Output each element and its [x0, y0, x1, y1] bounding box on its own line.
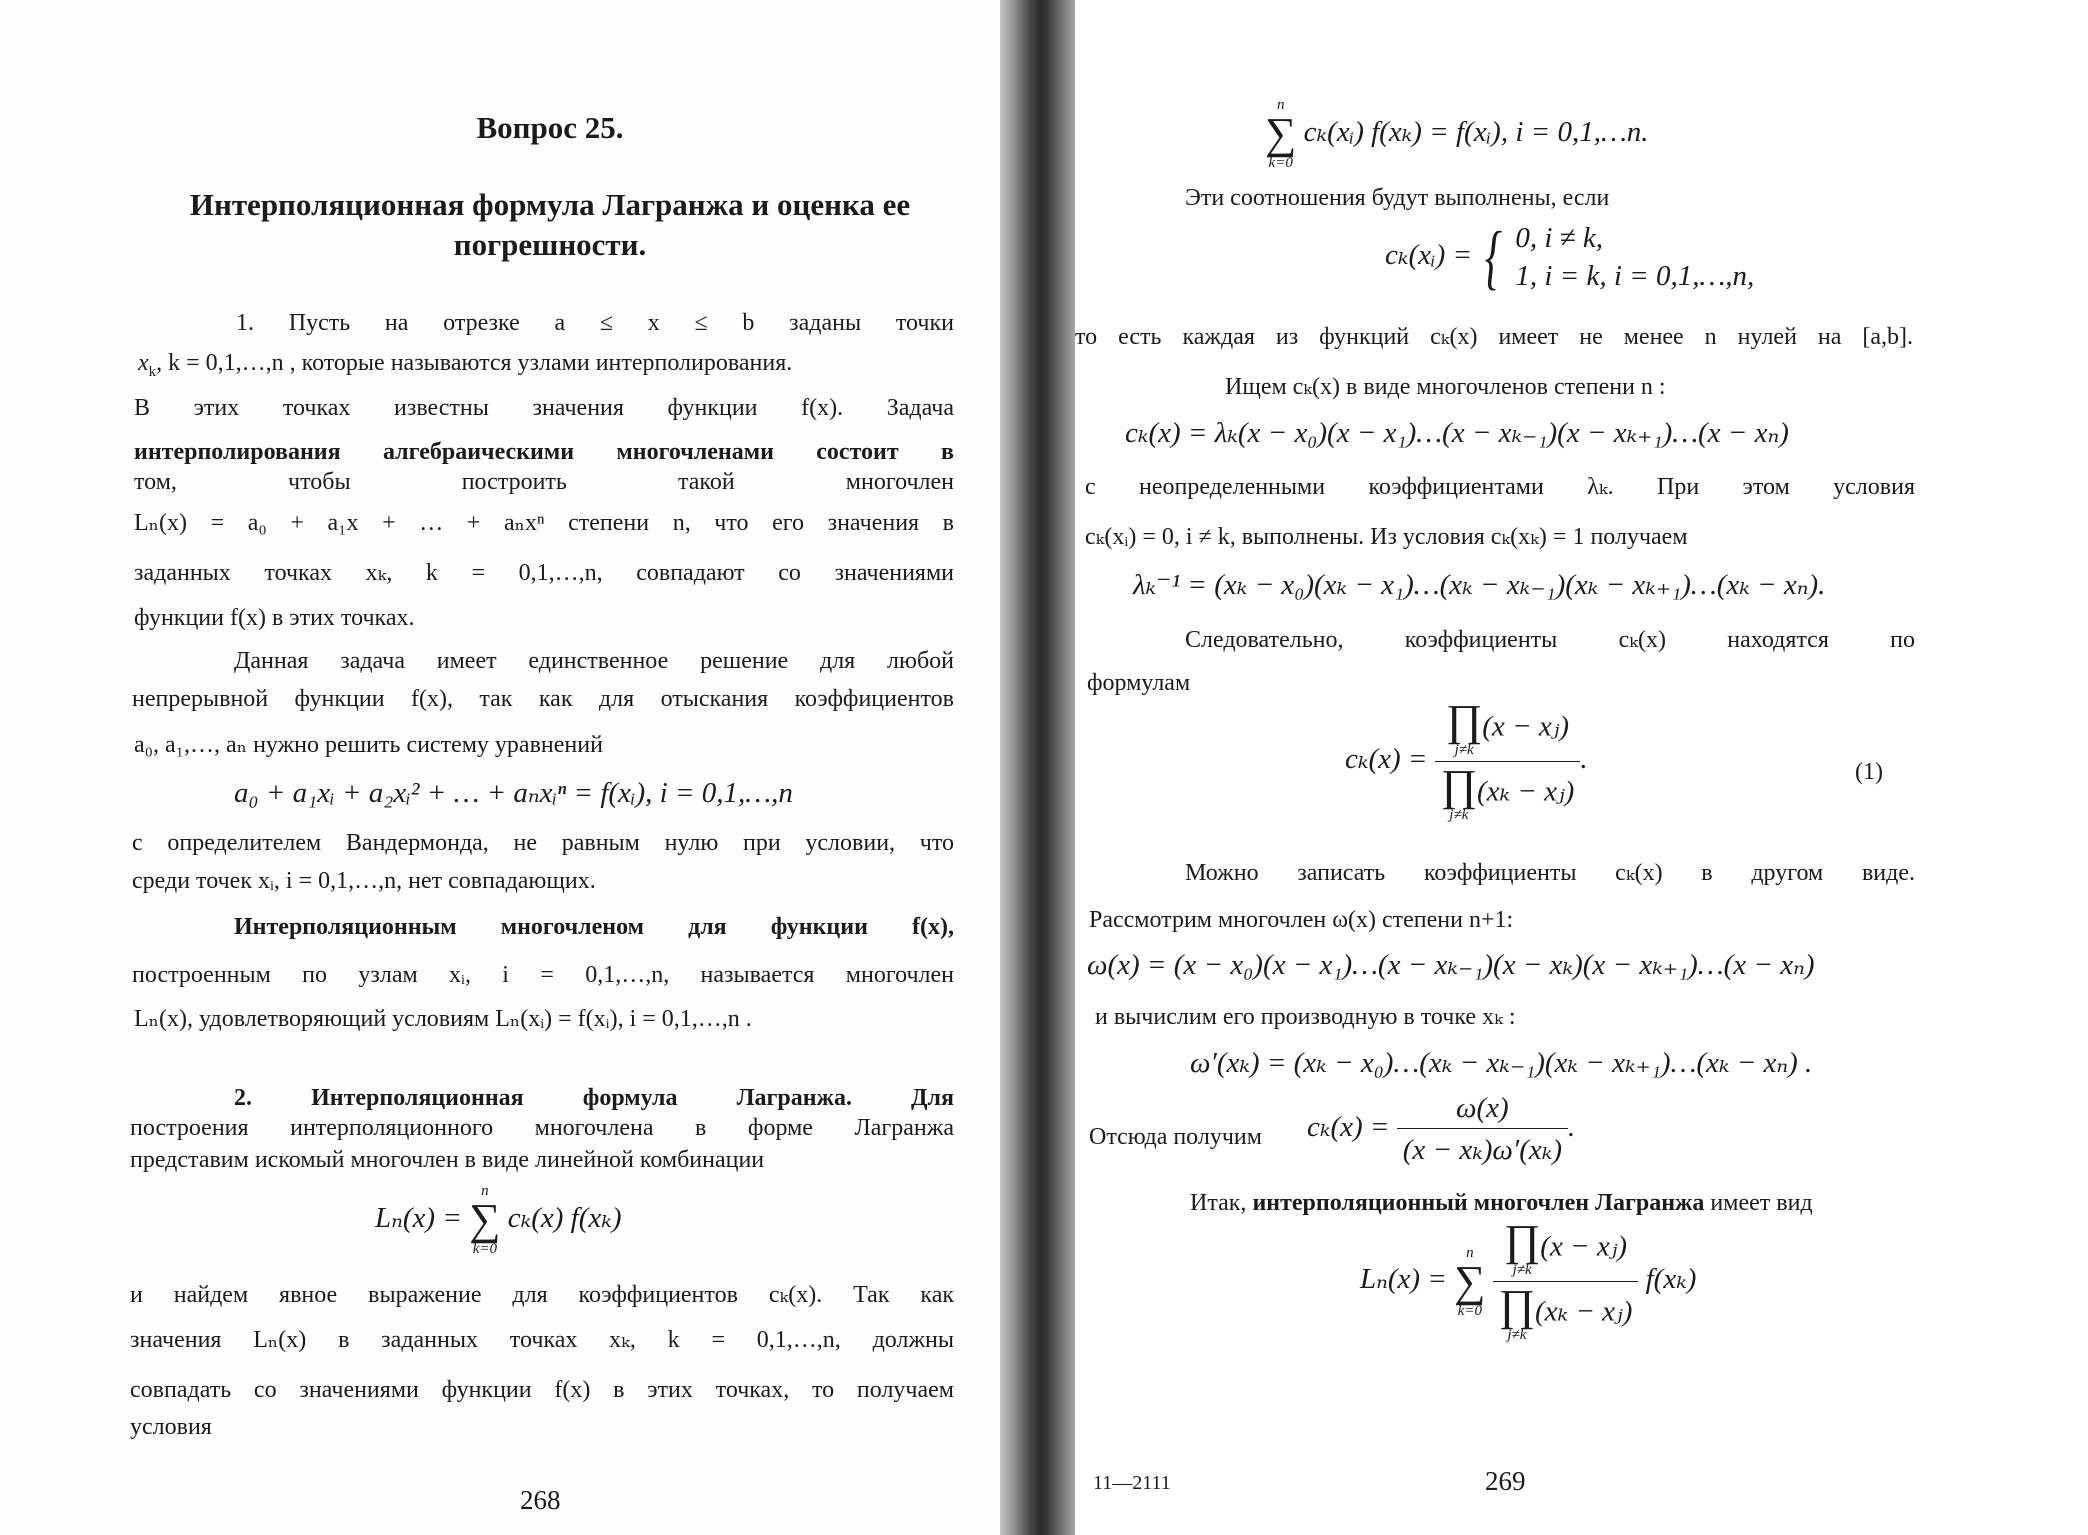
paragraph-1-line-3: В этих точках известны значения функции f(x). Задача	[134, 395, 954, 421]
right-line-6: Следовательно, коэффициенты cₖ(x) находятся по	[1185, 627, 1915, 653]
paragraph-5-line-1: и найдем явное выражение для коэффициентов cₖ(x). Так как	[130, 1282, 954, 1308]
right-line-8: Можно записать коэффициенты cₖ(x) в другом виде.	[1185, 860, 1915, 886]
page-number-left: 268	[520, 1485, 561, 1515]
paragraph-4-line-2: построения интерполяционного многочлена в форме Лагранжа	[130, 1115, 954, 1141]
right-line-7: формулам	[1087, 670, 1191, 696]
paragraph-2-line-2: непрерывной функции f(x), так как для отыскания коэффициентов	[132, 686, 954, 712]
equation-vandermonde-system: a₀ + a₁xᵢ + a₂xᵢ² + … + aₙxᵢⁿ = f(xᵢ), i = 0,1,…,n	[234, 777, 793, 809]
sum-symbol: n ∑ k=0	[469, 1183, 501, 1258]
equation-cases: cₖ(xᵢ) = { 0, i ≠ k, 1, i = k, i = 0,1,…,n,	[1385, 217, 1755, 298]
right-line-10: и вычислим его производную в точке xₖ :	[1095, 1004, 1516, 1030]
paragraph-2-line-3: a₀, a₁,…, aₙ нужно решить систему уравнений	[134, 732, 603, 758]
sum-symbol-top: n ∑ k=0	[1265, 97, 1297, 172]
equation-lagrange-combination: Lₙ(x) = n ∑ k=0 cₖ(x) f(xₖ)	[375, 1183, 622, 1258]
sum-symbol-lagrange: n ∑ k=0	[1454, 1244, 1486, 1319]
paragraph-3-line-2: построенным по узлам xᵢ, i = 0,1,…,n, называется многочлен	[132, 962, 954, 988]
equation-2-omega-fraction: cₖ(x) = $\frac{\omega(x)}{\text{(x − xₖ)ω′(xₖ)}}$ .	[1307, 1092, 1576, 1166]
equation-omega-derivative: ω′(xₖ) = (xₖ − x₀)…(xₖ − xₖ₋₁)(xₖ − xₖ₊₁)…(xₖ − xₙ) .	[1190, 1047, 1813, 1079]
paragraph-4-line-1: 2. Интерполяционная формула Лагранжа. Для	[234, 1085, 954, 1111]
equation-lagrange-polynomial: Lₙ(x) = n ∑ k=0 ∏ j≠k (x − xⱼ) ∏ j≠k (xₖ − xⱼ) f(xₖ)	[1360, 1216, 1697, 1343]
right-page	[1075, 0, 2088, 1535]
right-line-12: Итак, интерполяционный многочлен Лагранжа имеет вид	[1190, 1190, 1813, 1216]
page-number-right: 269	[1485, 1466, 1526, 1496]
left-brace: {	[1485, 217, 1503, 298]
section-title-line-2: погрешности.	[453, 227, 647, 262]
right-line-1: Эти соотношения будут выполнены, если	[1185, 185, 1610, 211]
right-line-9: Рассмотрим многочлен ω(x) степени n+1:	[1089, 907, 1514, 933]
paragraph-1-line-1: 1. Пусть на отрезке a ≤ x ≤ b заданы точки	[236, 310, 954, 336]
left-page	[0, 0, 1000, 1535]
paragraph-1-line-6: Lₙ(x) = a₀ + a₁x + … + aₙxⁿ степени n, что его значения в	[134, 510, 954, 536]
paragraph-2-line-1: Данная задача имеет единственное решение для любой	[234, 648, 954, 674]
right-line-11: Отсюда получим	[1089, 1124, 1262, 1150]
right-line-4: с неопределенными коэффициентами λₖ. При этом условия	[1085, 474, 1915, 500]
paragraph-3-line-1: Интерполяционным многочленом для функции f(x),	[234, 914, 954, 940]
right-line-2: то есть каждая из функций cₖ(x) имеет не менее n нулей на [a,b].	[1075, 324, 1913, 350]
printer-signature: 11—2111	[1093, 1472, 1171, 1494]
paragraph-3-line-3: Lₙ(x), удовлетворяющий условиям Lₙ(xᵢ) = f(xᵢ), i = 0,1,…,n .	[134, 1006, 752, 1032]
paragraph-1-line-2: $x_k$, k = 0,1,…,n , которые называются узлами интерполирования.	[138, 350, 793, 380]
paragraph-1-line-4: интерполирования алгебраическими многочленами состоит в	[134, 439, 954, 465]
equation-conditions-sum: n ∑ k=0 cₖ(xᵢ) f(xₖ) = f(xᵢ), i = 0,1,…n.	[1265, 97, 1649, 172]
paragraph-2-line-5: среди точек xᵢ, i = 0,1,…,n, нет совпадающих.	[132, 868, 596, 894]
paragraph-5-line-2: значения Lₙ(x) в заданных точках xₖ, k = 0,1,…,n, должны	[130, 1327, 954, 1353]
paragraph-1-line-5: том, чтобы построить такой многочлен	[134, 469, 954, 495]
paragraph-5-line-3: совпадать со значениями функции f(x) в этих точках, то получаем	[130, 1377, 954, 1403]
equation-1-label: (1)	[1855, 759, 1883, 785]
equation-ck-product: cₖ(x) = λₖ(x − x₀)(x − x₁)…(x − xₖ₋₁)(x − xₖ₊₁)…(x − xₙ)	[1125, 417, 1789, 449]
question-heading: Вопрос 25.	[476, 110, 624, 145]
right-line-5: cₖ(xᵢ) = 0, i ≠ k, выполнены. Из условия cₖ(xₖ) = 1 получаем	[1085, 524, 1688, 550]
section-title-line-1: Интерполяционная формула Лагранжа и оценка ее	[189, 187, 911, 222]
paragraph-4-line-3: представим искомый многочлен в виде линейной комбинации	[130, 1147, 765, 1173]
equation-omega: ω(x) = (x − x₀)(x − x₁)…(x − xₖ₋₁)(x − xₖ)(x − xₖ₊₁)…(x − xₙ)	[1087, 949, 1815, 981]
case-zero: 0, i ≠ k,	[1515, 222, 1603, 255]
paragraph-1-line-8: функции f(x) в этих точках.	[134, 605, 415, 631]
paragraph-5-line-4: условия	[130, 1414, 212, 1440]
equation-1-product-fraction: cₖ(x) = ∏ j≠k (x − xⱼ) ∏ j≠k (xₖ − xⱼ) .	[1345, 696, 1588, 823]
equation-lambda: λₖ⁻¹ = (xₖ − x₀)(xₖ − x₁)…(xₖ − xₖ₋₁)(xₖ − xₖ₊₁)…(xₖ − xₙ).	[1133, 569, 1826, 601]
case-one: 1, i = k, i = 0,1,…,n,	[1515, 260, 1755, 293]
paragraph-2-line-4: с определителем Вандермонда, не равным нулю при условии, что	[132, 830, 954, 856]
right-line-3: Ищем cₖ(x) в виде многочленов степени n :	[1225, 374, 1666, 400]
paragraph-1-line-7: заданных точках xₖ, k = 0,1,…,n, совпадают со значениями	[134, 560, 954, 586]
